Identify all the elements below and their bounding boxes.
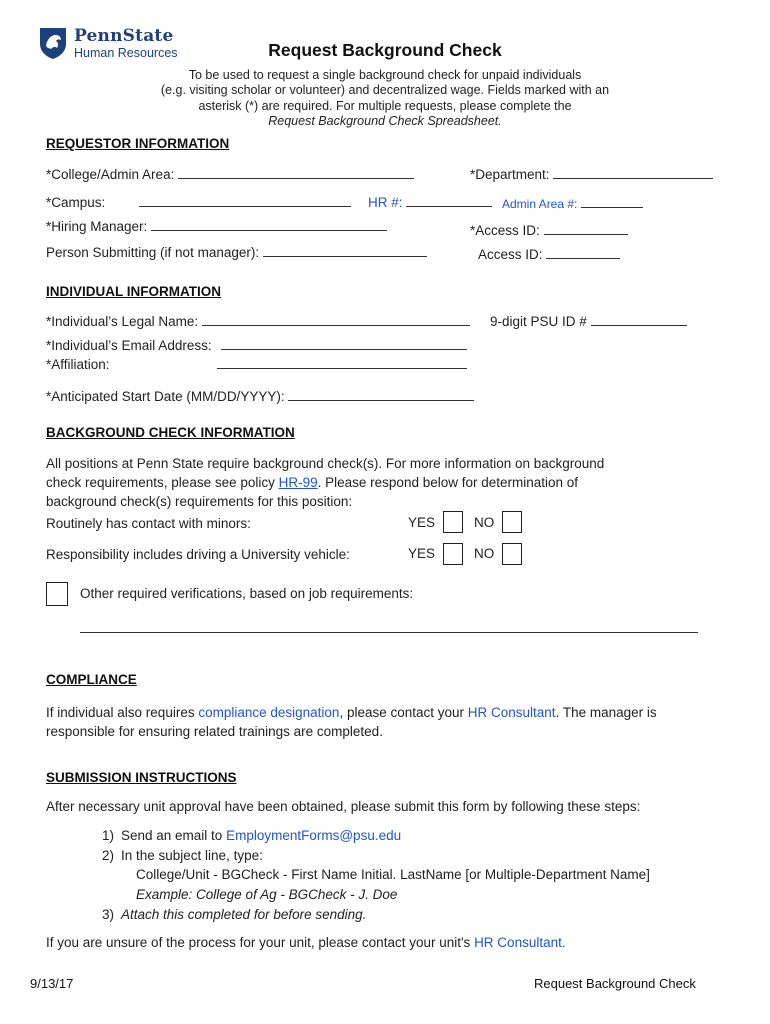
psu-id-input[interactable] <box>591 313 687 326</box>
background-para-line: background check(s) requirements for this position: <box>46 494 353 509</box>
campus-label: *Campus: <box>46 195 106 210</box>
compliance-designation-link[interactable]: compliance designation <box>198 705 340 720</box>
admin-area-input[interactable] <box>581 195 643 208</box>
affiliation-input[interactable] <box>217 356 467 369</box>
start-date-field <box>46 388 474 404</box>
minors-yes-label: YES <box>408 515 436 530</box>
other-verifications-checkbox[interactable] <box>46 582 68 606</box>
hr-number-input[interactable] <box>406 194 492 207</box>
admin-area-field <box>502 195 643 211</box>
background-para-line <box>46 475 578 490</box>
legal-name-label: *Individual’s Legal Name: <box>46 314 199 329</box>
legal-name-input[interactable] <box>202 313 470 326</box>
email-input[interactable] <box>221 337 467 350</box>
footer-form-name: Request Background Check <box>534 976 696 991</box>
department-label: *Department: <box>470 167 550 182</box>
email-field <box>46 337 467 353</box>
closing-text: If you are unsure of the process for your unit, please contact your unit's <box>46 935 475 950</box>
person-submitting-field <box>46 244 427 260</box>
person-submitting-label: Person Submitting (if not manager): <box>46 245 260 260</box>
start-date-input[interactable] <box>288 388 474 401</box>
page-title: Request Background Check <box>268 40 502 60</box>
minors-question: Routinely has contact with minors: <box>46 516 251 531</box>
compliance-text: , please contact your <box>339 705 468 720</box>
hr-consultant-link[interactable]: HR Consultant <box>467 705 556 720</box>
other-verifications-label: Other required verifications, based on job requirements: <box>80 586 414 601</box>
campus-input[interactable] <box>139 194 351 207</box>
vehicle-yes-label: YES <box>408 546 436 561</box>
minors-no-label: NO <box>474 515 495 530</box>
minors-yes-checkbox[interactable] <box>443 511 463 533</box>
step-1 <box>121 828 401 843</box>
access-id-label: *Access ID: <box>470 223 540 238</box>
closing-line <box>46 935 566 950</box>
step-1-number: 1) <box>102 828 115 843</box>
hiring-manager-label: *Hiring Manager: <box>46 219 148 234</box>
compliance-line <box>46 705 657 720</box>
college-input[interactable] <box>178 166 414 179</box>
compliance-line: responsible for ensuring related trainings are completed. <box>46 724 383 739</box>
access-id2-label: Access ID: <box>478 247 543 262</box>
closing-period: . <box>561 935 566 950</box>
compliance-text: . The manager is <box>555 705 657 720</box>
intro-text <box>0 68 770 129</box>
submission-heading: SUBMISSION INSTRUCTIONS <box>46 770 237 785</box>
start-date-label: *Anticipated Start Date (MM/DD/YYYY): <box>46 389 285 404</box>
campus-field <box>46 194 351 210</box>
subject-example: Example: College of Ag - BGCheck - J. Doe <box>136 887 398 902</box>
psu-id-field <box>490 313 687 329</box>
access-id2-input[interactable] <box>546 246 620 259</box>
access-id2-field <box>478 246 620 262</box>
vehicle-question: Responsibility includes driving a University vehicle: <box>46 547 350 562</box>
vehicle-no-checkbox[interactable] <box>502 543 522 565</box>
other-verifications-input[interactable] <box>80 632 698 633</box>
step-3-text: Attach this completed for before sending. <box>121 907 367 922</box>
step-2-text: In the subject line, type: <box>121 848 263 863</box>
requestor-heading: REQUESTOR INFORMATION <box>46 136 230 151</box>
footer-date: 9/13/17 <box>30 976 74 991</box>
college-field <box>46 166 414 182</box>
intro-line: To be used to request a single background check for unpaid individuals <box>188 68 582 82</box>
vehicle-no-label: NO <box>474 546 495 561</box>
minors-no-checkbox[interactable] <box>502 511 522 533</box>
compliance-text: If individual also requires <box>46 705 199 720</box>
subject-format: College/Unit - BGCheck - First Name Initial. LastName [or Multiple-Department Name] <box>136 867 650 882</box>
employment-forms-email-link[interactable]: EmploymentForms@psu.edu <box>226 828 402 843</box>
hr-number-label: HR #: <box>368 195 403 210</box>
policy-hr99-link[interactable]: HR-99 <box>278 475 318 490</box>
access-id-input[interactable] <box>544 222 628 235</box>
logo-subtitle: Human Resources <box>74 46 178 60</box>
step-2-number: 2) <box>102 848 115 863</box>
vehicle-yes-checkbox[interactable] <box>443 543 463 565</box>
logo-wordmark: PennState <box>74 26 174 46</box>
background-heading: BACKGROUND CHECK INFORMATION <box>46 425 295 440</box>
submission-intro: After necessary unit approval have been obtained, please submit this form by following these steps: <box>46 799 641 814</box>
intro-line: asterisk (*) are required. For multiple requests, please complete the <box>198 98 572 113</box>
psu-id-label: 9-digit PSU ID # <box>490 314 587 329</box>
department-field <box>470 166 713 182</box>
hr-number-field <box>368 194 492 210</box>
affiliation-label: *Affiliation: <box>46 357 110 372</box>
individual-heading: INDIVIDUAL INFORMATION <box>46 284 221 299</box>
step-3-number: 3) <box>102 907 115 922</box>
step-1-text: Send an email to <box>121 828 227 843</box>
access-id-field <box>470 222 628 238</box>
affiliation-field <box>46 356 467 372</box>
college-label: *College/Admin Area: <box>46 167 175 182</box>
hiring-manager-field <box>46 218 387 234</box>
person-submitting-input[interactable] <box>263 244 427 257</box>
hiring-manager-input[interactable] <box>151 218 387 231</box>
para-text: . Please respond below for determination of <box>317 475 579 490</box>
admin-area-label: Admin Area #: <box>502 197 578 211</box>
background-para-line: All positions at Penn State require background check(s). For more information on background <box>46 456 605 471</box>
para-text: check requirements, please see policy <box>46 475 279 490</box>
spreadsheet-reference: Request Background Check Spreadsheet. <box>268 113 502 128</box>
unit-hr-consultant-link[interactable]: HR Consultant <box>474 935 562 950</box>
intro-line: (e.g. visiting scholar or volunteer) and decentralized wage. Fields marked with an <box>160 83 610 98</box>
department-input[interactable] <box>553 166 713 179</box>
legal-name-field <box>46 313 470 329</box>
compliance-heading: COMPLIANCE <box>46 672 137 687</box>
email-label: *Individual’s Email Address: <box>46 338 212 353</box>
